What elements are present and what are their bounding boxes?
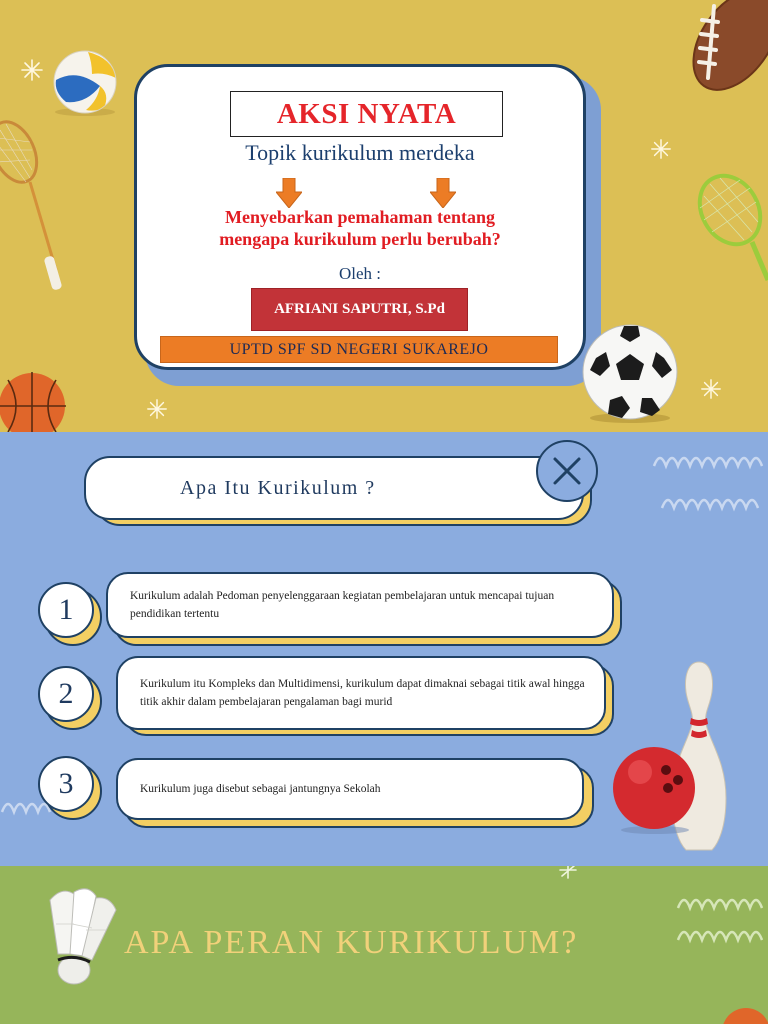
squiggle-icon bbox=[676, 924, 768, 946]
sparkle-icon bbox=[556, 866, 580, 880]
bowling-ball-icon bbox=[610, 744, 700, 834]
by-label: Oleh : bbox=[338, 264, 382, 283]
heading-card bbox=[84, 456, 584, 520]
number-badge bbox=[38, 666, 94, 722]
question-line-2: mengapa kurikulum perlu berubah? bbox=[219, 229, 501, 249]
author-name: AFRIANI SAPUTRI, S.Pd bbox=[274, 301, 445, 317]
close-button[interactable] bbox=[536, 440, 598, 502]
item-number: 2 bbox=[58, 677, 74, 710]
question-text bbox=[160, 206, 560, 250]
number-badge bbox=[38, 582, 94, 638]
soccer-ball-icon bbox=[580, 322, 682, 424]
school-box bbox=[160, 336, 558, 363]
number-badge bbox=[38, 756, 94, 812]
volleyball-icon bbox=[42, 50, 128, 116]
sparkle-icon bbox=[20, 58, 44, 82]
slide-title: AKSI NYATA bbox=[276, 97, 457, 130]
sparkle-icon bbox=[146, 398, 168, 420]
squiggle-icon bbox=[660, 492, 768, 514]
school-name: UPTD SPF SD NEGERI SUKAREJO bbox=[229, 340, 489, 358]
item-number: 1 bbox=[58, 593, 74, 626]
topic-text: Topik kurikulum merdeka bbox=[245, 140, 475, 165]
item-text: Kurikulum itu Kompleks dan Multidimensi, kurikulum dapat dimaknai sebagai titik awal hingga titik akhir dalam pembelajaran pengalaman bagi murid bbox=[140, 678, 585, 708]
basketball-icon bbox=[0, 372, 70, 432]
sparkle-icon bbox=[700, 378, 722, 400]
list-item bbox=[116, 656, 606, 730]
squiggle-icon bbox=[676, 892, 768, 914]
basketball-icon bbox=[720, 1006, 768, 1024]
down-arrow-icon bbox=[276, 178, 302, 208]
badminton-racket-icon bbox=[0, 120, 72, 290]
list-item bbox=[106, 572, 614, 638]
list-item bbox=[116, 758, 584, 820]
close-icon bbox=[538, 442, 596, 500]
slide-apa-peran-kurikulum bbox=[0, 866, 768, 1024]
question-line-1: Menyebarkan pemahaman tentang bbox=[224, 207, 495, 227]
section-heading: Apa Itu Kurikulum ? bbox=[180, 476, 376, 499]
role-title: APA PERAN KURIKULUM? bbox=[124, 924, 579, 961]
item-text: Kurikulum juga disebut sebagai jantungnya Sekolah bbox=[140, 783, 381, 795]
item-number: 3 bbox=[58, 767, 74, 800]
squiggle-icon bbox=[652, 450, 768, 472]
down-arrow-icon bbox=[430, 178, 456, 208]
slide-apa-itu-kurikulum bbox=[0, 432, 768, 866]
tennis-racket-icon bbox=[690, 170, 768, 300]
sparkle-icon bbox=[650, 138, 672, 160]
author-box bbox=[251, 288, 468, 331]
football-icon bbox=[672, 0, 768, 104]
slide-aksi-nyata bbox=[0, 0, 768, 432]
shuttlecock-icon bbox=[44, 884, 128, 988]
item-text: Kurikulum adalah Pedoman penyelenggaraan kegiatan pembelajaran untuk mencapai tujuan pendidikan tertentu bbox=[130, 590, 555, 620]
title-box bbox=[230, 91, 503, 137]
